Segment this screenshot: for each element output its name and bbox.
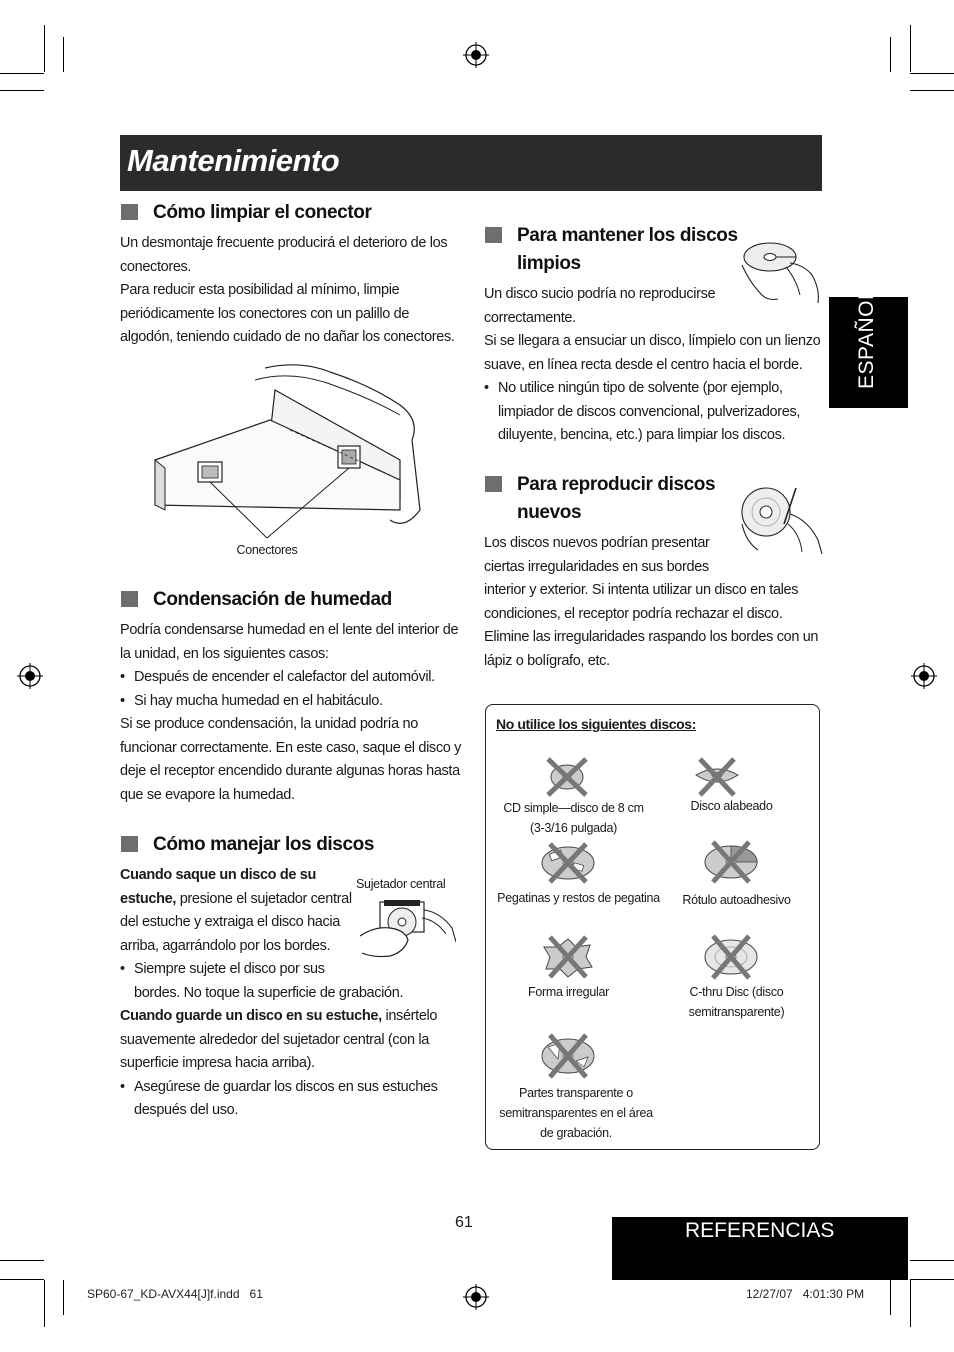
text-line: algodón, teniendo cuidado de no dañar los conectores. (120, 329, 455, 345)
disc-label-line: semitransparente) (688, 1005, 785, 1019)
text-line: diluyente, bencina, etc.) para limpiar los discos. (498, 427, 786, 443)
bullet-item: • Siempre sujete el disco por sus (120, 958, 438, 982)
text-line: Para reducir esta posibilidad al mínimo, limpie (120, 282, 400, 298)
text-line: deje el receptor encendido durante algunas horas hasta (120, 763, 460, 779)
disc-label-irregular: Forma irregular (528, 985, 609, 999)
crop-mark (44, 25, 45, 72)
text-line (120, 864, 438, 888)
label-disc-crossed-icon (703, 840, 759, 884)
text-line: interior y exterior. Si intenta utilizar un disco en tales (484, 582, 799, 598)
handling-text (120, 864, 438, 1123)
text-line: Los discos nuevos podrían presentar (484, 535, 710, 551)
connectors-caption: Conectores (236, 543, 298, 557)
crop-mark (63, 1280, 64, 1315)
crop-mark (44, 1280, 45, 1327)
heading-clean (517, 222, 738, 278)
bold-phrase: estuche, (120, 890, 177, 907)
irregular-disc-crossed-icon (542, 935, 594, 979)
do-not-use-box (485, 704, 820, 1150)
section-tab (612, 1217, 908, 1280)
text-line: condiciones, el receptor podría rechazar el disco. (484, 605, 783, 622)
text-line (120, 1005, 438, 1029)
disc-label-sticker: Pegatinas y restos de pegatina (497, 891, 660, 905)
text-line: Un disco sucio podría no reproducirse (484, 286, 716, 302)
text-line: Si se llegara a ensuciar un disco, límpielo con un lienzo (484, 333, 821, 349)
text-line: ciertas irregularidades en sus bordes (484, 558, 709, 575)
text-line: funcionar correctamente. En este caso, saque el disco y (120, 739, 462, 756)
text-span: presione el sujetador central (176, 890, 352, 907)
disc-label-small (486, 798, 661, 838)
language-tab (829, 287, 908, 408)
text-line: del estuche y extraiga el disco hacia (120, 914, 340, 930)
section-marker-icon (485, 227, 502, 243)
disc-label-line: C-thru Disc (disco (689, 985, 784, 999)
text-line (120, 888, 438, 912)
disc-label-line: (3-3/16 pulgada) (530, 821, 617, 835)
heading-line: nuevos (517, 502, 582, 523)
text-line: periódicamente los conectores con un palillo de (120, 305, 410, 322)
sticker-disc-crossed-icon (540, 842, 596, 884)
clean-text (484, 283, 820, 448)
crop-mark (63, 37, 64, 72)
heading-line: Para reproducir discos (517, 474, 716, 495)
crop-mark (910, 73, 954, 74)
disc-label-line: CD simple—disco de 8 cm (503, 801, 644, 815)
disc-label-line: semitransparentes en el área (499, 1106, 653, 1120)
heading-handling: Cómo manejar los discos (153, 834, 374, 855)
bullet-item: • No utilice ningún tipo de solvente (por ejemplo, (484, 377, 820, 401)
page-number: 61 (455, 1214, 473, 1231)
footer-file: SP60-67_KD-AVX44[J]f.indd 61 (87, 1287, 263, 1301)
bullet-item: • Si hay mucha humedad en el habitáculo. (120, 690, 461, 714)
cthru-disc-crossed-icon (703, 934, 759, 980)
crop-mark (910, 90, 954, 91)
heading-new-discs (517, 471, 715, 527)
text-line: la unidad, en los siguientes casos: (120, 645, 329, 662)
crop-mark (890, 1280, 891, 1315)
section-tab-label: REFERENCIAS (685, 1219, 835, 1242)
text-line: limpiador de discos convencional, pulverizadores, (498, 403, 801, 420)
text-line: que se evapore la humedad. (120, 786, 295, 803)
small-disc-crossed-icon (544, 757, 590, 797)
text-line: suave, en línea recta desde el centro hacia el borde. (484, 356, 803, 373)
disc-label-autoadhesive: Rótulo autoadhesivo (682, 893, 791, 907)
crop-mark (0, 1260, 44, 1261)
section-marker-icon (121, 591, 138, 607)
unit-connectors-illustration (150, 360, 425, 540)
disc-label-line: Partes transparente o (519, 1086, 633, 1100)
text-line: correctamente. (484, 309, 576, 326)
text-line: Elimine las irregularidades raspando los bordes con un (484, 629, 819, 645)
text-line: lápiz o bolígrafo, etc. (484, 652, 610, 669)
disc-label-line: de grabación. (540, 1126, 612, 1140)
text-line: Si se produce condensación, la unidad podría no (120, 716, 418, 732)
text-line: Podría condensarse humedad en el lente del interior de (120, 622, 459, 638)
bullet-item: • Después de encender el calefactor del automóvil. (120, 666, 461, 690)
disc-label-warped: Disco alabeado (690, 799, 773, 813)
new-discs-text (484, 532, 818, 673)
crop-mark (910, 1279, 954, 1280)
text-line: después del uso. (134, 1102, 239, 1118)
heading-line: limpios (517, 253, 581, 274)
bold-phrase: Cuando guarde un disco en su estuche, (120, 1008, 382, 1024)
disc-label-cthru (654, 982, 819, 1022)
connector-text (120, 232, 455, 350)
do-not-use-title: No utilice los siguientes discos: (496, 716, 696, 732)
footer-date: 12/27/07 4:01:30 PM (746, 1287, 865, 1301)
text-line: conectores. (120, 258, 192, 275)
bold-phrase: Cuando saque un disco de su (120, 867, 316, 883)
crop-mark (910, 1280, 911, 1327)
warped-disc-crossed-icon (694, 757, 740, 797)
heading-line: Para mantener los discos (517, 225, 738, 246)
section-marker-icon (121, 836, 138, 852)
crop-mark (910, 1260, 954, 1261)
registration-mark-icon (911, 663, 937, 689)
crop-mark (0, 90, 44, 91)
text-line: superficie impresa hacia arriba). (120, 1055, 315, 1071)
registration-mark-icon (17, 663, 43, 689)
condensation-text (120, 619, 461, 807)
crop-mark (890, 37, 891, 72)
bullet-item: • Asegúrese de guardar los discos en sus estuches (120, 1076, 438, 1100)
center-holder-caption: Sujetador central (356, 877, 446, 891)
language-tab-label: ESPAÑOL (855, 287, 878, 389)
section-marker-icon (121, 204, 138, 220)
crop-mark (0, 73, 44, 74)
disc-label-transparent (486, 1083, 666, 1143)
heading-condensation: Condensación de humedad (153, 589, 392, 610)
text-line: suavemente alrededor del sujetador central (con la (120, 1031, 429, 1048)
title-banner (120, 135, 822, 191)
text-line: arriba, agarrándolo por los bordes. (120, 937, 331, 954)
text-span: insértelo (381, 1008, 438, 1024)
crop-mark (910, 25, 911, 72)
section-marker-icon (485, 476, 502, 492)
registration-mark-icon (463, 1284, 489, 1310)
text-line: bordes. No toque la superficie de grabación. (134, 984, 404, 1001)
text-line: Un desmontaje frecuente producirá el deterioro de los (120, 235, 448, 251)
crop-mark (0, 1279, 44, 1280)
page-title: Mantenimiento (127, 143, 340, 178)
transparent-disc-crossed-icon (540, 1033, 596, 1079)
registration-mark-icon (463, 42, 489, 68)
heading-connector: Cómo limpiar el conector (153, 202, 372, 223)
